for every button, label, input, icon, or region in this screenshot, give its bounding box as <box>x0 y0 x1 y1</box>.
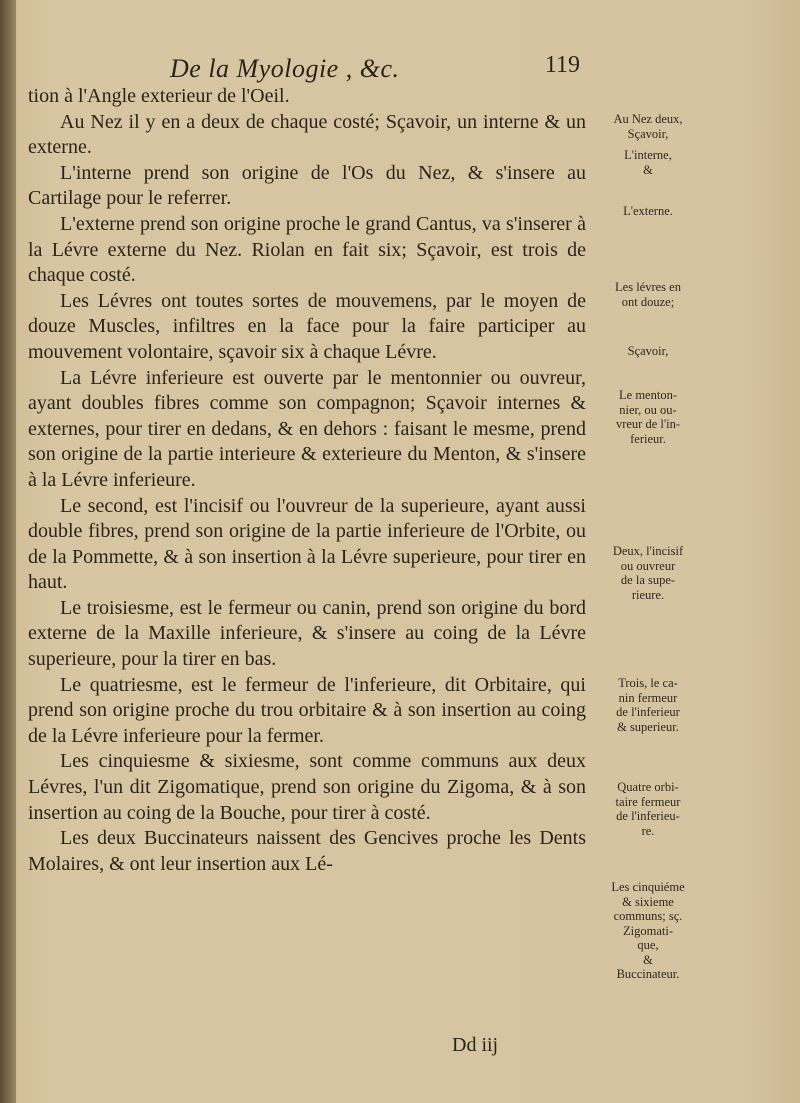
paragraph: Le troisiesme, est le fermeur ou canin, prend son origine du bord externe de la Maxille inferieure, & s'insere au coing de la Lévre superieure, pour la tirer en bas. <box>28 596 586 671</box>
margin-note: Au Nez deux, Sçavoir, <box>613 112 683 141</box>
paragraph: Les Lévres ont toutes sortes de mouvemens, par le moyen de douze Muscles, infiltres en la face pour la faire participer au mouvement volontaire, sçavoir six à chaque Lévre. <box>28 289 586 363</box>
main-text <box>28 84 586 877</box>
margin-note: Trois, le ca- nin fermeur de l'inferieur & superieur. <box>616 676 680 734</box>
paragraph: Les cinquiesme & sixiesme, sont comme communs aux deux Lévres, l'un dit Zigomatique, prend son origine du Zigoma, & à son insertion au coing de la Bouche, pour tirer à costé. <box>28 750 586 824</box>
margin-note: Le menton- nier, ou ou- vreur de l'in- ferieur. <box>615 388 681 446</box>
page-number: 119 <box>544 52 580 78</box>
margin-note: L'externe. <box>623 204 673 218</box>
paragraph: L'externe prend son origine proche le grand Cantus, va s'inserer à la Lévre externe du Nez. Riolan en fait six; Sçavoir, est trois de chaque costé. <box>28 212 586 287</box>
paragraph: tion à l'Angle exterieur de l'Oeil. <box>28 85 290 107</box>
margin-note: Deux, l'incisif ou ouvreur de la supe- rieure. <box>612 544 684 602</box>
paragraph: L'interne prend son origine de l'Os du Nez, & s'insere au Cartilage pour le referrer. <box>28 161 586 210</box>
paragraph: La Lévre inferieure est ouverte par le mentonnier ou ouvreur, ayant doubles fibres comme son compagnon; Sçavoir internes & externes, pour tirer en dedans, & en dehors : faisant le mesme, prend son origine de la partie interieure & exterieure du Menton, & s'insere à la Lévre inferieure. <box>28 366 586 491</box>
paragraph: Les deux Buccinateurs naissent des Gencives proche les Dents Molaires, & ont leur insertion aux Lé- <box>28 827 586 875</box>
signature-catchword: Dd iij <box>452 1034 499 1056</box>
running-head-title: De la Myologie , &c. <box>170 54 400 83</box>
margin-note: Les cinquiéme & sixieme communs; sç. Zigomati- que, & Buccinateur. <box>611 880 685 981</box>
binding-gutter <box>0 0 16 1103</box>
margin-note: Les lévres en ont douze; <box>615 280 681 309</box>
margin-note: Quatre orbi- taire fermeur de l'inferieu- re. <box>615 780 681 838</box>
paragraph: Le second, est l'incisif ou l'ouvreur de la superieure, ayant aussi double fibres, prend son origine de la partie inferieure de l'Orbite, ou de la Pommette, & à son insertion à la Lévre superieure, pour tirer en haut. <box>28 494 586 594</box>
margin-note: L'interne, & <box>624 148 672 177</box>
paragraph: Le quatriesme, est le fermeur de l'inferieure, dit Orbitaire, qui prend son origine proche du trou orbitaire & à son insertion au coing de la Lévre inferieure pour la fermer. <box>28 673 586 747</box>
margin-note: Sçavoir, <box>627 344 669 358</box>
paragraph: Au Nez il y en a deux de chaque costé; Sçavoir, un interne & un externe. <box>28 110 586 159</box>
